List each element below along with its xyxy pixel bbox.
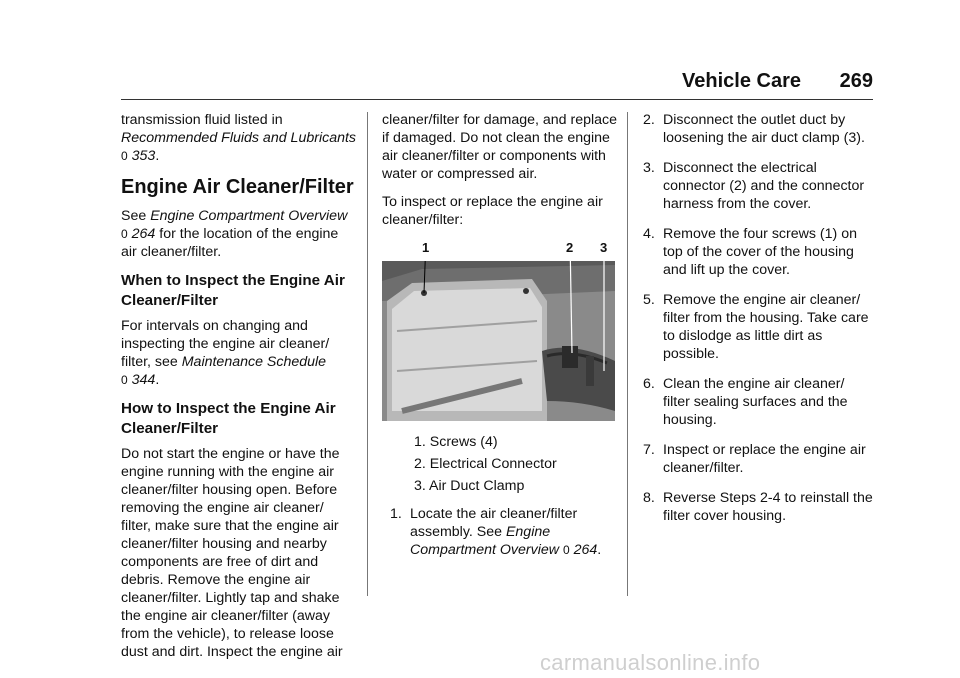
page-ref-number[interactable]: 344 — [131, 372, 156, 388]
column-middle — [382, 111, 618, 571]
step-number: 2. — [643, 112, 655, 128]
step-text: Remove the engine air cleaner/ filter from the housing. Take care to dislodge as little dirt as possible. — [663, 292, 869, 362]
step-text: Clean the engine air cleaner/ filter sealing surfaces and the housing. — [663, 376, 848, 428]
page-ref-icon: 0 — [121, 227, 128, 241]
section-title: Vehicle Care — [682, 70, 801, 92]
subheading-when: When to Inspect the Engine Air Cleaner/Filter — [121, 272, 345, 309]
step-text: Reverse Steps 2-4 to reinstall the filter cover housing. — [663, 490, 873, 524]
page-number: 269 — [839, 70, 873, 92]
page-ref-icon: 0 — [121, 373, 128, 387]
step-number: 8. — [643, 490, 655, 506]
step-item — [643, 111, 875, 147]
link-engine-compartment[interactable]: Engine Compartment Overview — [410, 524, 560, 558]
see-suffix: for the location of the engine air cleaner/filter. — [121, 226, 339, 260]
step-number: 7. — [643, 442, 655, 458]
step-item — [643, 489, 875, 525]
step-text: Remove the four screws (1) on top of the cover of the housing and lift up the cover. — [663, 226, 857, 278]
step-item — [643, 375, 875, 429]
callout-2: 2 — [566, 240, 574, 255]
step-number: 1. — [390, 506, 402, 522]
how-paragraph: Do not start the engine or have the engine running with the engine air cleaner/filter housing open. Before removing the engine air cleaner/ filter, make sure that the engine air cleaner/filter housing and nearby components are free of dirt and debris. Remove the engine air cleaner/filter. Lightly tap and shake the engine air cleaner/filter (away from the vehicle), to release loose dust and dirt. Inspect the engine air — [121, 446, 343, 660]
air-cleaner-figure — [382, 239, 615, 421]
page-ref-number[interactable]: 264 — [573, 542, 598, 558]
period: . — [597, 542, 602, 558]
step-item — [643, 225, 875, 279]
section-heading: Engine Air Cleaner/Filter — [121, 176, 354, 198]
callout-1: 1 — [422, 240, 430, 255]
intro-paragraph: transmission fluid listed in Recommended Fluids and Lubricants 0 353. — [121, 112, 357, 164]
column-left — [121, 111, 357, 671]
page-ref-number[interactable]: 264 — [131, 226, 156, 242]
step-text: Disconnect the electrical connector (2) and the connector harness from the cover. — [663, 160, 865, 212]
page-ref-icon: 0 — [121, 149, 128, 163]
column-divider — [627, 112, 628, 596]
link-engine-compartment[interactable]: Engine Compartment Overview — [150, 208, 348, 224]
subheading-how: How to Inspect the Engine Air Cleaner/Filter — [121, 400, 336, 437]
link-maintenance-schedule[interactable]: Maintenance Schedule — [181, 354, 327, 370]
step-text: Disconnect the outlet duct by loosening the air duct clamp (3). — [663, 112, 865, 146]
column-divider — [367, 112, 368, 596]
page-ref-icon: 0 — [562, 543, 570, 557]
air-cleaner-photo — [382, 261, 615, 421]
step-number: 4. — [643, 226, 655, 242]
intro-text: transmission fluid listed in — [121, 112, 283, 128]
when-paragraph — [121, 317, 357, 389]
step-text: Locate the air cleaner/filter assembly. See — [410, 506, 578, 540]
step-number: 3. — [643, 160, 655, 176]
caption-item: 3. Air Duct Clamp — [414, 478, 525, 494]
step-item — [643, 291, 875, 363]
step-number: 5. — [643, 292, 655, 308]
callout-3: 3 — [600, 240, 608, 255]
step-item — [382, 505, 618, 559]
step-number: 6. — [643, 376, 655, 392]
page-header — [0, 70, 873, 92]
figure-captions — [382, 433, 618, 495]
steps-list — [382, 505, 618, 559]
caption-item: 2. Electrical Connector — [414, 456, 557, 472]
caption-item: 1. Screws (4) — [414, 434, 498, 450]
step-item — [643, 159, 875, 213]
header-rule — [121, 99, 873, 100]
page-ref-number[interactable]: 353 — [131, 148, 156, 164]
lead-paragraph: To inspect or replace the engine air cleaner/filter: — [382, 194, 603, 228]
period: . — [155, 372, 160, 388]
when-text: For intervals on changing and inspecting the engine air cleaner/ filter, see — [121, 318, 330, 370]
see-prefix: See — [121, 208, 151, 224]
watermark: carmanualsonline.info — [540, 650, 761, 675]
continued-paragraph: cleaner/filter for damage, and replace if damaged. Do not clean the engine air cleaner/filter or components with water or compressed air. — [382, 112, 618, 182]
link-recommended-fluids[interactable]: Recommended Fluids and Lubricants — [121, 130, 357, 146]
column-right — [643, 111, 875, 537]
steps-list — [643, 111, 875, 525]
step-item — [643, 441, 875, 477]
step-text: Inspect or replace the engine air cleaner/filter. — [663, 442, 866, 476]
see-paragraph — [121, 207, 357, 261]
